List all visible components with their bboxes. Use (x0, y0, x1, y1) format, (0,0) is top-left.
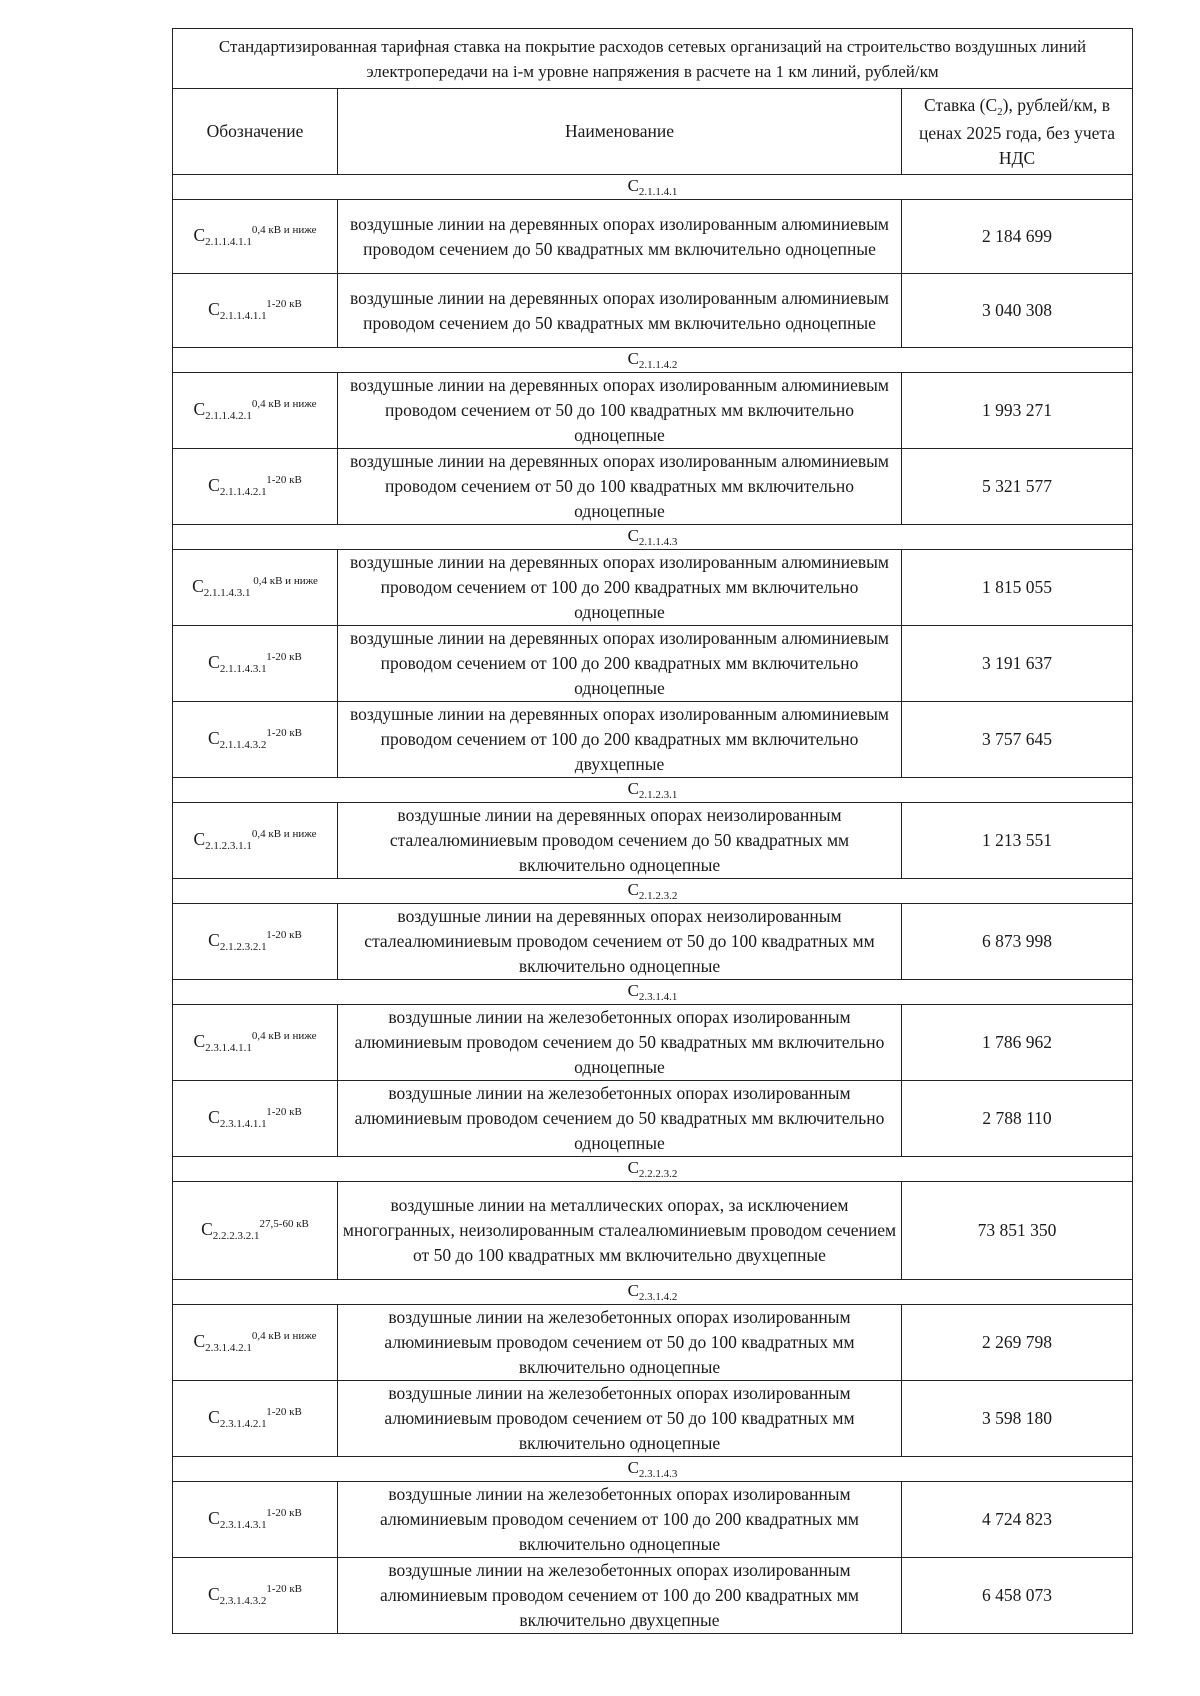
group-label (173, 525, 1133, 550)
header-code: Обозначение (173, 89, 338, 175)
row-name: воздушные линии на деревянных опорах изолированным алюминиевым проводом сечением от 50 до 100 квадратных мм включительно одноцепные (338, 449, 902, 525)
group-label (173, 778, 1133, 803)
group-label (173, 1157, 1133, 1182)
row-code (173, 1558, 338, 1634)
group-letter: С (627, 526, 639, 545)
table-row (173, 1005, 1133, 1081)
code-letter: С (201, 1218, 213, 1239)
code-superscript: 1-20 кВ (266, 473, 302, 486)
row-name: воздушные линии на деревянных опорах изолированным алюминиевым проводом сечением до 50 квадратных мм включительно одноцепные (338, 200, 902, 274)
group-subscript: 2.3.1.4.1 (638, 991, 678, 1003)
group-letter: С (627, 880, 639, 899)
code-subscript: 2.3.1.4.3.1 (219, 1518, 267, 1531)
code-letter: С (208, 1406, 220, 1427)
row-value: 1 815 055 (902, 550, 1133, 626)
row-name: воздушные линии на деревянных опорах изолированным алюминиевым проводом сечением от 100 до 200 квадратных мм включительно одноцепные (338, 550, 902, 626)
code-subscript: 2.1.2.3.2.1 (219, 940, 267, 953)
row-code (173, 1482, 338, 1558)
group-row (173, 1157, 1133, 1182)
code-letter: С (193, 828, 206, 849)
group-label (173, 348, 1133, 373)
row-code (173, 1005, 338, 1081)
code-superscript: 0,4 кВ и ниже (250, 574, 318, 587)
code-superscript: 1-20 кВ (266, 650, 302, 663)
group-row (173, 1280, 1133, 1305)
row-name: воздушные линии на железобетонных опорах изолированным алюминиевым проводом сечением до 50 квадратных мм включительно одноцепные (338, 1005, 902, 1081)
group-row (173, 525, 1133, 550)
code-superscript: 27,5-60 кВ (259, 1217, 309, 1230)
table-row (173, 1381, 1133, 1457)
row-value: 4 724 823 (902, 1482, 1133, 1558)
table-row (173, 550, 1133, 626)
row-name: воздушные линии на железобетонных опорах изолированным алюминиевым проводом сечением до 50 квадратных мм включительно одноцепные (338, 1081, 902, 1157)
header-row (173, 89, 1133, 175)
code-subscript: 2.3.1.4.1.1 (205, 1041, 252, 1054)
group-subscript: 2.1.2.3.2 (638, 890, 678, 902)
group-letter: С (627, 349, 639, 368)
table-row (173, 1305, 1133, 1381)
row-code (173, 803, 338, 879)
code-superscript: 0,4 кВ и ниже (251, 397, 317, 410)
row-code (173, 702, 338, 778)
row-value: 1 786 962 (902, 1005, 1133, 1081)
row-value: 73 851 350 (902, 1182, 1133, 1280)
row-code (173, 200, 338, 274)
row-name: воздушные линии на деревянных опорах изолированным алюминиевым проводом сечением от 50 до 100 квадратных мм включительно одноцепные (338, 373, 902, 449)
row-value: 1 213 551 (902, 803, 1133, 879)
group-subscript: 2.1.2.3.1 (638, 789, 678, 801)
row-name: воздушные линии на деревянных опорах изолированным алюминиевым проводом сечением до 50 квадратных мм включительно одноцепные (338, 274, 902, 348)
code-subscript: 2.1.1.4.2.1 (219, 485, 267, 498)
table-row (173, 274, 1133, 348)
code-subscript: 2.1.1.4.1.1 (205, 235, 252, 248)
table-row (173, 1081, 1133, 1157)
code-letter: С (208, 1106, 220, 1127)
code-letter: С (207, 1583, 220, 1604)
row-code (173, 449, 338, 525)
table-row (173, 626, 1133, 702)
table-row (173, 904, 1133, 980)
group-letter: С (627, 1458, 639, 1477)
row-value: 2 269 798 (902, 1305, 1133, 1381)
code-letter: С (193, 1030, 206, 1051)
row-value: 6 458 073 (902, 1558, 1133, 1634)
group-label (173, 1457, 1133, 1482)
row-code (173, 626, 338, 702)
group-label (173, 879, 1133, 904)
group-letter: С (627, 779, 639, 798)
code-subscript: 2.3.1.4.3.2 (219, 1594, 267, 1607)
table-row (173, 702, 1133, 778)
table-row (173, 449, 1133, 525)
row-code (173, 1381, 338, 1457)
code-letter: С (192, 575, 204, 596)
row-name: воздушные линии на деревянных опорах изолированным алюминиевым проводом сечением от 100 до 200 квадратных мм включительно двухцепные (338, 702, 902, 778)
row-name: воздушные линии на деревянных опорах неизолированным сталеалюминиевым проводом сечением до 50 квадратных мм включительно одноцепные (338, 803, 902, 879)
row-name: воздушные линии на деревянных опорах неизолированным сталеалюминиевым проводом сечением от 50 до 100 квадратных мм включительно одноцепные (338, 904, 902, 980)
code-subscript: 2.1.1.4.2.1 (205, 409, 252, 422)
group-subscript: 2.2.2.3.2 (638, 1168, 678, 1180)
row-value: 3 598 180 (902, 1381, 1133, 1457)
code-letter: С (207, 727, 220, 748)
group-letter: С (627, 176, 639, 195)
code-superscript: 0,4 кВ и ниже (251, 1329, 317, 1342)
table-row (173, 1482, 1133, 1558)
code-letter: С (208, 651, 220, 672)
group-subscript: 2.1.1.4.3 (638, 536, 678, 548)
code-letter: С (193, 224, 206, 245)
row-value: 6 873 998 (902, 904, 1133, 980)
group-row (173, 980, 1133, 1005)
row-value: 3 040 308 (902, 274, 1133, 348)
code-letter: С (208, 929, 220, 950)
table-row (173, 373, 1133, 449)
row-value: 3 191 637 (902, 626, 1133, 702)
code-superscript: 1-20 кВ (266, 928, 302, 941)
code-letter: С (193, 398, 206, 419)
row-name: воздушные линии на железобетонных опорах изолированным алюминиевым проводом сечением от 100 до 200 квадратных мм включительно двухцепные (338, 1558, 902, 1634)
row-code (173, 1305, 338, 1381)
row-value: 2 184 699 (902, 200, 1133, 274)
group-letter: С (627, 1158, 639, 1177)
table-row (173, 803, 1133, 879)
group-row (173, 348, 1133, 373)
table-title: Стандартизированная тарифная ставка на покрытие расходов сетевых организаций на строительство воздушных линий электропередачи на i-м уровне напряжения в расчете на 1 км линий, рублей/км (173, 29, 1133, 89)
row-code (173, 373, 338, 449)
row-name: воздушные линии на железобетонных опорах изолированным алюминиевым проводом сечением от 100 до 200 квадратных мм включительно одноцепные (338, 1482, 902, 1558)
table-row (173, 200, 1133, 274)
row-name: воздушные линии на железобетонных опорах изолированным алюминиевым проводом сечением от 50 до 100 квадратных мм включительно одноцепные (338, 1305, 902, 1381)
code-subscript: 2.1.1.4.1.1 (219, 309, 267, 322)
code-superscript: 1-20 кВ (266, 1582, 303, 1595)
code-subscript: 2.3.1.4.1.1 (219, 1117, 267, 1130)
code-superscript: 1-20 кВ (266, 1506, 302, 1519)
group-row (173, 778, 1133, 803)
group-label (173, 980, 1133, 1005)
code-subscript: 2.1.1.4.3.2 (219, 738, 267, 751)
group-subscript: 2.1.1.4.1 (638, 186, 678, 198)
group-label (173, 1280, 1133, 1305)
row-code (173, 274, 338, 348)
code-subscript: 2.1.1.4.3.1 (219, 662, 267, 675)
row-name: воздушные линии на металлических опорах, за исключением многогранных, неизолированным сталеалюминиевым проводом сечением от 50 до 100 квадратных мм включительно двухцепные (338, 1182, 902, 1280)
code-superscript: 1-20 кВ (266, 297, 302, 310)
code-superscript: 1-20 кВ (266, 1405, 302, 1418)
row-code (173, 1081, 338, 1157)
code-superscript: 0,4 кВ и ниже (251, 1029, 317, 1042)
group-row (173, 175, 1133, 200)
group-label (173, 175, 1133, 200)
header-rate-sub: 2 (997, 105, 1003, 118)
code-subscript: 2.3.1.4.2.1 (219, 1417, 267, 1430)
row-value: 5 321 577 (902, 449, 1133, 525)
row-name: воздушные линии на железобетонных опорах изолированным алюминиевым проводом сечением от 50 до 100 квадратных мм включительно одноцепные (338, 1381, 902, 1457)
row-value: 2 788 110 (902, 1081, 1133, 1157)
row-name: воздушные линии на деревянных опорах изолированным алюминиевым проводом сечением от 100 до 200 квадратных мм включительно одноцепные (338, 626, 902, 702)
row-code (173, 904, 338, 980)
row-value: 3 757 645 (902, 702, 1133, 778)
header-rate-after: ), рублей/км, в ценах 2025 года, без учета НДС (918, 94, 1116, 168)
group-subscript: 2.3.1.4.3 (638, 1468, 678, 1480)
group-letter: С (627, 981, 639, 1000)
table-row (173, 1182, 1133, 1280)
table-row (173, 1558, 1133, 1634)
code-subscript: 2.1.1.4.3.1 (203, 586, 251, 599)
code-superscript: 0,4 кВ и ниже (251, 223, 317, 236)
group-letter: С (627, 1281, 639, 1300)
group-subscript: 2.3.1.4.2 (638, 1291, 678, 1303)
code-subscript: 2.3.1.4.2.1 (205, 1341, 252, 1354)
row-value: 1 993 271 (902, 373, 1133, 449)
header-rate (902, 89, 1133, 175)
group-row (173, 1457, 1133, 1482)
code-letter: С (208, 474, 220, 495)
header-name: Наименование (338, 89, 902, 175)
code-superscript: 1-20 кВ (266, 726, 303, 739)
code-letter: С (208, 298, 220, 319)
code-subscript: 2.2.2.3.2.1 (212, 1229, 260, 1242)
title-row (173, 29, 1133, 89)
code-letter: С (193, 1330, 206, 1351)
code-superscript: 1-20 кВ (266, 1105, 302, 1118)
code-letter: С (208, 1507, 220, 1528)
code-subscript: 2.1.2.3.1.1 (205, 839, 252, 852)
group-subscript: 2.1.1.4.2 (638, 359, 678, 371)
group-row (173, 879, 1133, 904)
header-rate-before: Ставка (С (923, 94, 998, 115)
code-superscript: 0,4 кВ и ниже (251, 827, 317, 840)
row-code (173, 1182, 338, 1280)
row-code (173, 550, 338, 626)
tariff-table (172, 28, 1133, 1634)
